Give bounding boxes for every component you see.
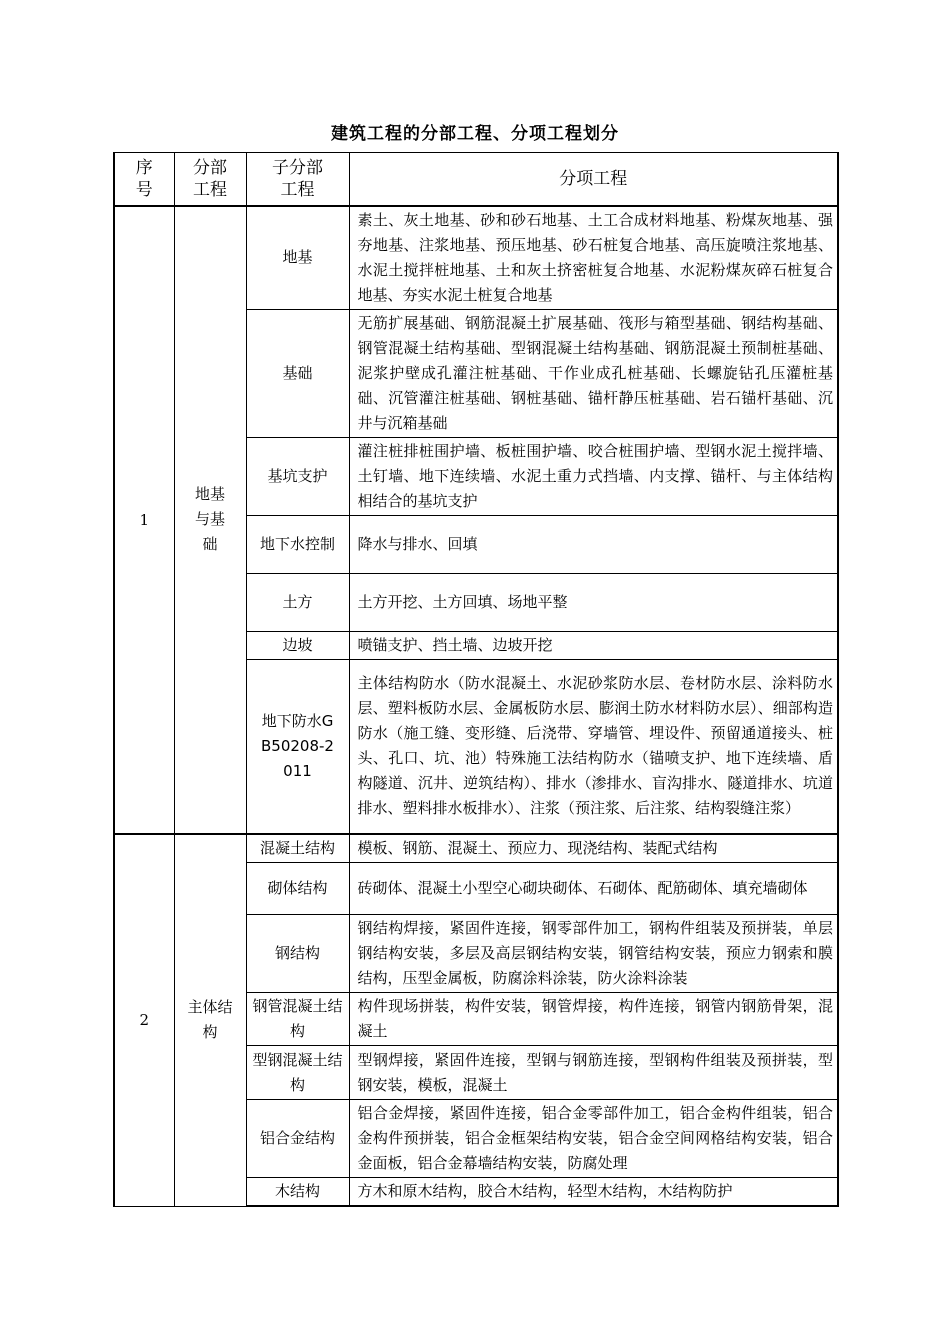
subdivision-cell: 地下防水GB50208-2011 bbox=[246, 659, 349, 834]
items-cell: 降水与排水、回填 bbox=[349, 515, 838, 573]
table-row bbox=[114, 834, 838, 863]
subdivision-cell: 基坑支护 bbox=[246, 437, 349, 515]
items-cell: 铝合金焊接，紧固件连接，铝合金零部件加工，铝合金构件组装，铝合金构件预拼装，铝合金框架结构安装，铝合金空间网格结构安装，铝合金面板，铝合金幕墙结构安装，防腐处理 bbox=[349, 1100, 838, 1178]
subdivision-cell: 钢管混凝土结构 bbox=[246, 993, 349, 1046]
items-cell: 土方开挖、土方回填、场地平整 bbox=[349, 573, 838, 631]
header-division: 分部工程 bbox=[174, 153, 246, 206]
group-division: 主体结构 bbox=[174, 834, 246, 1206]
items-cell: 方木和原木结构，胶合木结构，轻型木结构，木结构防护 bbox=[349, 1178, 838, 1207]
items-cell: 砖砌体、混凝土小型空心砌块砌体、石砌体、配筋砌体、填充墙砌体 bbox=[349, 863, 838, 915]
items-cell: 型钢焊接，紧固件连接，型钢与钢筋连接，型钢构件组装及预拼装，型钢安装，模板，混凝土 bbox=[349, 1046, 838, 1100]
items-cell: 喷锚支护、挡土墙、边坡开挖 bbox=[349, 631, 838, 659]
subdivision-cell: 木结构 bbox=[246, 1178, 349, 1207]
group-seq: 2 bbox=[114, 834, 174, 1206]
subdivision-cell: 基础 bbox=[246, 309, 349, 437]
items-cell: 素土、灰土地基、砂和砂石地基、土工合成材料地基、粉煤灰地基、强夯地基、注浆地基、预压地基、砂石桩复合地基、高压旋喷注浆地基、水泥土搅拌桩地基、土和灰土挤密桩复合地基、水泥粉煤灰碎石桩复合地基、夯实水泥土桩复合地基 bbox=[349, 206, 838, 310]
items-cell: 钢结构焊接，紧固件连接，钢零部件加工，钢构件组装及预拼装，单层钢结构安装，多层及高层钢结构安装，钢管结构安装，预应力钢索和膜结构，压型金属板，防腐涂料涂装，防火涂料涂装 bbox=[349, 915, 838, 993]
items-cell: 主体结构防水（防水混凝土、水泥砂浆防水层、卷材防水层、涂料防水层、塑料板防水层、金属板防水层、膨润土防水材料防水层）、细部构造防水（施工缝、变形缝、后浇带、穿墙管、埋设件、预留通道接头、桩头、孔口、坑、池）特殊施工法结构防水（锚喷支护、地下连续墙、盾构隧道、沉井、逆筑结构）、排水（渗排水、盲沟排水、隧道排水、坑道排水、塑料排水板排水）、注浆（预注浆、后注浆、结构裂缝注浆） bbox=[349, 659, 838, 834]
subdivision-cell: 型钢混凝土结构 bbox=[246, 1046, 349, 1100]
subdivision-cell: 地下水控制 bbox=[246, 515, 349, 573]
group-seq: 1 bbox=[114, 206, 174, 835]
subdivision-cell: 砌体结构 bbox=[246, 863, 349, 915]
page-title: 建筑工程的分部工程、分项工程划分 bbox=[331, 124, 619, 144]
header-row bbox=[114, 153, 838, 206]
subdivision-cell: 铝合金结构 bbox=[246, 1100, 349, 1178]
header-items: 分项工程 bbox=[349, 153, 838, 206]
subdivision-cell: 土方 bbox=[246, 573, 349, 631]
table-row bbox=[114, 206, 838, 310]
subdivision-cell: 混凝土结构 bbox=[246, 834, 349, 863]
header-seq: 序号 bbox=[114, 153, 174, 206]
items-cell: 模板、钢筋、混凝土、预应力、现浇结构、装配式结构 bbox=[349, 834, 838, 863]
subdivision-cell: 边坡 bbox=[246, 631, 349, 659]
items-cell: 灌注桩排桩围护墙、板桩围护墙、咬合桩围护墙、型钢水泥土搅拌墙、土钉墙、地下连续墙、水泥土重力式挡墙、内支撑、锚杆、与主体结构相结合的基坑支护 bbox=[349, 437, 838, 515]
division-table bbox=[113, 152, 839, 1207]
group-division: 地基与基础 bbox=[174, 206, 246, 835]
subdivision-cell: 地基 bbox=[246, 206, 349, 310]
items-cell: 无筋扩展基础、钢筋混凝土扩展基础、筏形与箱型基础、钢结构基础、钢管混凝土结构基础、型钢混凝土结构基础、钢筋混凝土预制桩基础、泥浆护壁成孔灌注桩基础、干作业成孔桩基础、长螺旋钻孔压灌桩基础、沉管灌注桩基础、钢桩基础、锚杆静压桩基础、岩石锚杆基础、沉井与沉箱基础 bbox=[349, 309, 838, 437]
subdivision-cell: 钢结构 bbox=[246, 915, 349, 993]
header-subdivision: 子分部工程 bbox=[246, 153, 349, 206]
items-cell: 构件现场拼装，构件安装，钢管焊接，构件连接，钢管内钢筋骨架，混凝土 bbox=[349, 993, 838, 1046]
